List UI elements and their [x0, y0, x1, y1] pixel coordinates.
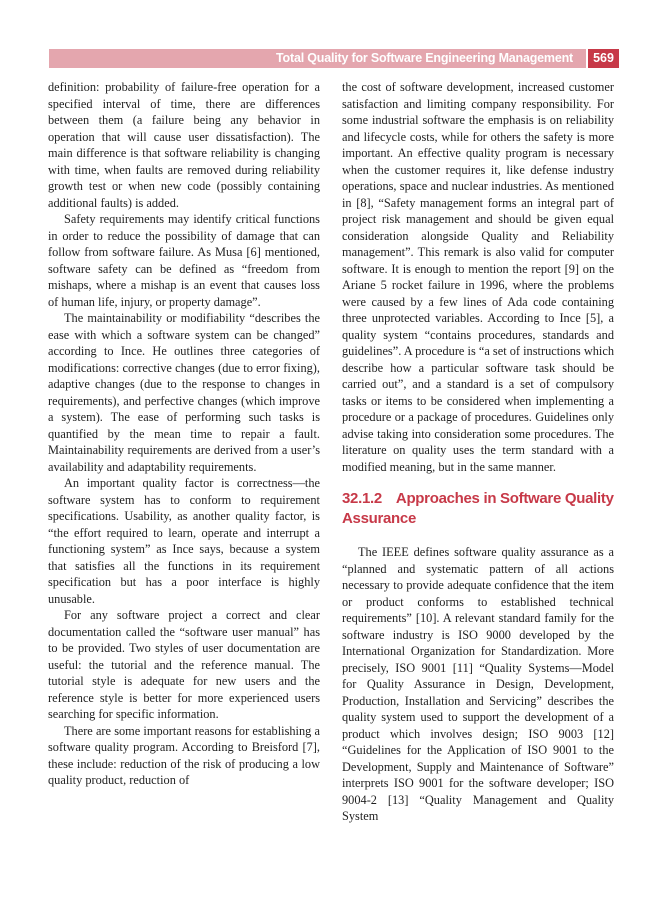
- section-heading: [342, 489, 614, 528]
- left-column: [48, 79, 320, 789]
- paragraph: Safety requirements may identify critical functions in order to reduce the possibility of damage that can follow from software failure. As Musa [6] mentioned, software safety can be defined as “freedom from mishaps, where a mishap is an event that causes loss of human life, injury, or property damage”.: [48, 212, 320, 309]
- paragraph: definition: probability of failure-free operation for a specified interval of time, there are differences between them (a failure being any behavior in operation that will cause user dissatisfaction). The main difference is that software reliability is changing with time, when faults are removed during reliability growth test or when new code (possibly containing additional faults) is added.: [48, 80, 320, 210]
- paragraph: The maintainability or modifiability “describes the ease with which a software system can be changed” according to Ince. He outlines three categories of modifications: corrective changes (due to error fixing), adaptive changes (due to the response to changes in requirements), and perfective changes (which improve a system). The ease of performing such tasks is quantified by the mean time to repair a fault. Maintainability requirements are derived from a user’s availability and adaptability requirements.: [48, 311, 320, 474]
- section-number: 32.1.2: [342, 490, 382, 507]
- paragraph: For any software project a correct and clear documentation called the “software user manual” has to be provided. Two styles of user documentation are useful: the tutorial and the reference manual. The tutorial style is adequate for new users and the reference style is better for more experienced users searching for specific information.: [48, 608, 320, 721]
- running-title: Total Quality for Software Engineering Management: [276, 51, 573, 65]
- page-number-box: [588, 49, 619, 68]
- right-column: [342, 79, 614, 825]
- paragraph: the cost of software development, increased customer satisfaction and limiting company responsibility. For some industrial software the emphasis is on reliability and lifecycle costs, while for others the safety is more important. An effective quality program is necessary when the customer requires it, like defense industry operations, space and nuclear industries. As mentioned in [8], “Safety management forms an integral part of project risk management and should be given equal consideration alongside Quality and Reliability management”. This remark is also valid for computer software. It is enough to mention the report [9] on the Ariane 5 rocket failure in 1996, where the problems were caused by a few lines of Ada code containing three unprotected variables. According to Ince [5], a quality system “contains procedures, standards and guidelines”. A procedure is “a set of instructions which describe how a particular software task should be carried out”, and a standard is a set of compulsory tasks or items to be considered when implementing a procedure or a package of procedures. Guidelines only advise taking into consideration some procedures. The literature on quality uses the term standard with a modified meaning, but in the same manner.: [342, 80, 614, 474]
- section-title: Approaches in Software Quality Assurance: [342, 490, 614, 527]
- paragraph: An important quality factor is correctness—the software system has to conform to requirement specifications. Usability, as another quality factor, is “the effort required to learn, operate and interrupt a functioning system” as Ince says, because a system that satisfies all the functions in its requirement specification but has a poor interface is highly unusable.: [48, 476, 320, 606]
- running-header-bar: [49, 49, 586, 68]
- paragraph: There are some important reasons for establishing a software quality program. According to Breisford [7], these include: reduction of the risk of producing a low quality product, reduction of: [48, 723, 320, 787]
- page-number: 569: [593, 51, 614, 65]
- paragraph: The IEEE defines software quality assurance as a “planned and systematic pattern of all actions necessary to provide adequate confidence that the item or product conforms to established technical requirements” [10]. A relevant standard family for the software industry is ISO 9000 developed by the International Organization for Standardization. More precisely, ISO 9001 [11] “Quality Systems—Model for Quality Assurance in Design, Development, Production, Installation and Servicing” describes the quality system used to support the development of a product which involves design; ISO 9003 [12] “Guidelines for the Application of ISO 9001 to the Development, Supply and Maintenance of Software” interprets ISO 9001 for the software developer; ISO 9004-2 [13] “Quality Management and Quality System: [342, 545, 614, 823]
